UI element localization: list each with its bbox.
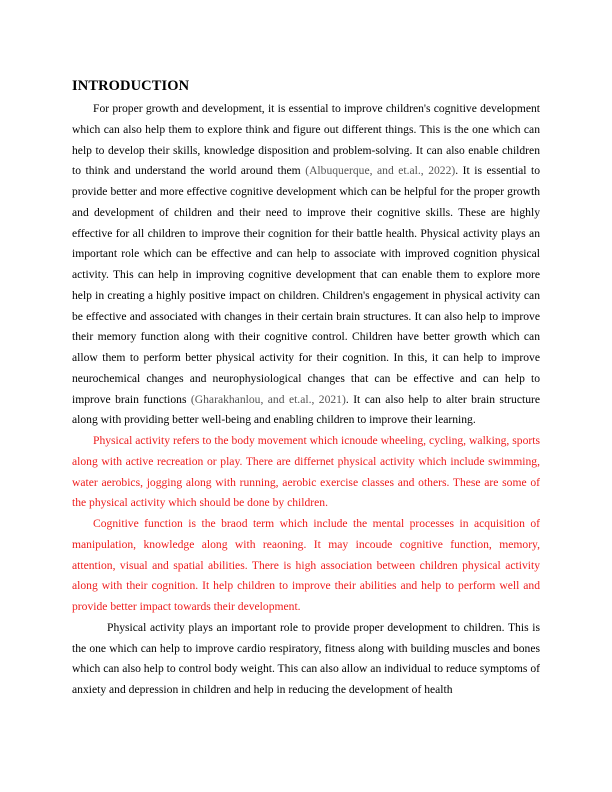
paragraph-text: . It can also help to alter brain structure along with providing better well-being and enabling children to improve their learning. [72,392,540,427]
paragraph-cognitive-development [72,99,540,431]
page-content [72,77,540,701]
paragraph-physical-activity-role: Physical activity plays an important role to provide proper development to children. This is the one which can help to improve cardio respiratory, fitness along with building muscles and bones which can also help to control body weight. This can also allow an individual to reduce symptoms of anxiety and depression in children and help in reducing the development of health [72,620,540,696]
citation-albuquerque: (Albuquerque, and et.al., 2022) [305,164,456,178]
paragraph-physical-activity-definition: Physical activity refers to the body movement which icnoude wheeling, cycling, walking, sports along with active recreation or play. There are differnet physical activity which include swimming, water aerobics, jogging along with running, aerobic exercise classes and others. These are some of the physical activity which should be done by children. [72,434,540,510]
section-heading: INTRODUCTION [72,78,190,94]
paragraph-text: . It is essential to provide better and more effective cognitive development which can be helpful for the proper growth and development of children and their need to improve their cognitive skills. These are highly effective for all children to improve their cognition for their battle health. Physical activity plays an important role which can be effective and can help to associate with improved cognition physical activity. This can help in improving cognitive development that can enable them to explore more help in creating a highly positive impact on children. Children's engagement in physical activity can be effective and associated with changes in their certain brain structures. It can also help to improve their memory function along with their cognitive control. Children have better growth which can allow them to perform better physical activity for their cognition. In this, it can help to improve neurochemical changes and neurophysiological changes that can be effective and can help to improve brain functions [72,164,540,406]
citation-gharakhanlou: (Gharakhanlou, and et.al., 2021) [190,392,346,406]
paragraph-text: For proper growth and development, it is essential to improve children's cognitive development which can also help them to explore think and figure out different things. This is the one which can help to develop their skills, knowledge disposition and problem-solving. It can also enable children to think and understand the world around them [72,102,540,178]
paragraph-cognitive-function-definition: Cognitive function is the braod term which include the mental processes in acquisition of manipulation, knowledge along with reaoning. It may incoude cognitive function, memory, attention, visual and spatial abilities. There is high association between children physical activity along with their cognition. It help children to improve their abilities and help to perform well and provide better impact towards their development. [72,517,540,613]
